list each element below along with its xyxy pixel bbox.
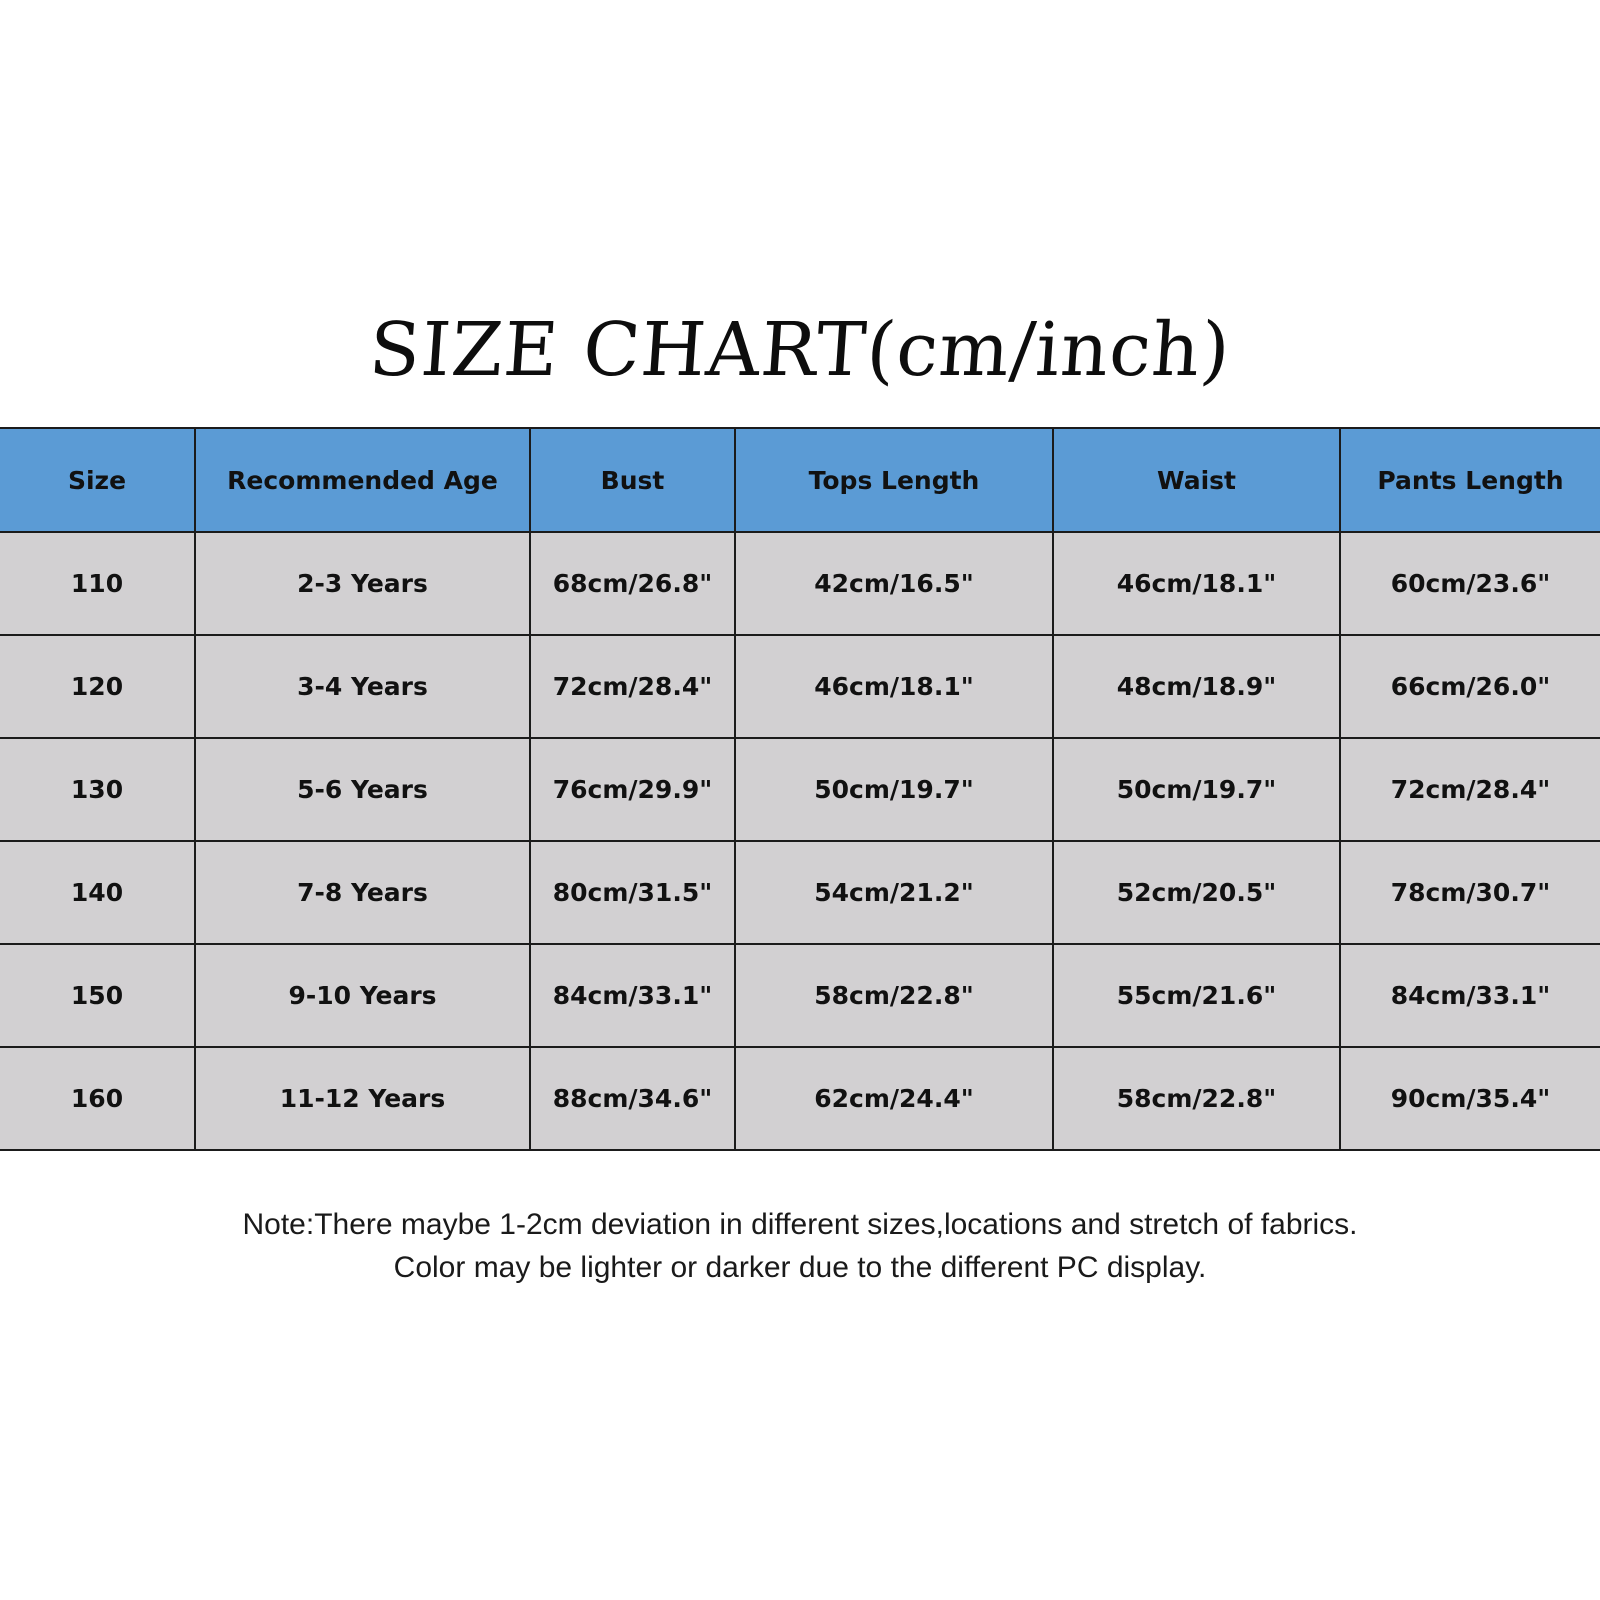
cell-waist: 46cm/18.1" [1053, 532, 1340, 635]
cell-size: 110 [0, 532, 195, 635]
cell-bust: 84cm/33.1" [530, 944, 735, 1047]
cell-tops-length: 58cm/22.8" [735, 944, 1053, 1047]
note-line-deviation: Note:There maybe 1-2cm deviation in different sizes,locations and stretch of fabrics. [242, 1208, 1358, 1241]
table-row [0, 738, 1600, 841]
cell-tops-length: 50cm/19.7" [735, 738, 1053, 841]
table-row [0, 532, 1600, 635]
cell-pants-length: 78cm/30.7" [1340, 841, 1600, 944]
cell-size: 160 [0, 1047, 195, 1150]
header-recommended-age: Recommended Age [195, 428, 530, 532]
header-bust: Bust [530, 428, 735, 532]
table-row [0, 635, 1600, 738]
cell-bust: 80cm/31.5" [530, 841, 735, 944]
header-pants-length: Pants Length [1340, 428, 1600, 532]
cell-waist: 58cm/22.8" [1053, 1047, 1340, 1150]
cell-waist: 52cm/20.5" [1053, 841, 1340, 944]
cell-size: 150 [0, 944, 195, 1047]
note-block [0, 1203, 1600, 1289]
header-tops-length: Tops Length [735, 428, 1053, 532]
header-size: Size [0, 428, 195, 532]
header-waist: Waist [1053, 428, 1340, 532]
cell-age: 7-8 Years [195, 841, 530, 944]
cell-age: 2-3 Years [195, 532, 530, 635]
size-chart-table [0, 427, 1600, 1151]
cell-pants-length: 90cm/35.4" [1340, 1047, 1600, 1150]
cell-size: 130 [0, 738, 195, 841]
table-row [0, 1047, 1600, 1150]
cell-tops-length: 46cm/18.1" [735, 635, 1053, 738]
cell-tops-length: 54cm/21.2" [735, 841, 1053, 944]
cell-pants-length: 72cm/28.4" [1340, 738, 1600, 841]
cell-size: 140 [0, 841, 195, 944]
cell-bust: 76cm/29.9" [530, 738, 735, 841]
cell-waist: 55cm/21.6" [1053, 944, 1340, 1047]
cell-age: 3-4 Years [195, 635, 530, 738]
table-row [0, 841, 1600, 944]
cell-bust: 88cm/34.6" [530, 1047, 735, 1150]
table-row [0, 944, 1600, 1047]
cell-size: 120 [0, 635, 195, 738]
cell-bust: 72cm/28.4" [530, 635, 735, 738]
cell-waist: 48cm/18.9" [1053, 635, 1340, 738]
cell-pants-length: 60cm/23.6" [1340, 532, 1600, 635]
cell-bust: 68cm/26.8" [530, 532, 735, 635]
cell-pants-length: 66cm/26.0" [1340, 635, 1600, 738]
cell-tops-length: 62cm/24.4" [735, 1047, 1053, 1150]
cell-pants-length: 84cm/33.1" [1340, 944, 1600, 1047]
cell-age: 5-6 Years [195, 738, 530, 841]
page-title: SIZE CHART(cm/inch) [366, 307, 1234, 393]
cell-age: 11-12 Years [195, 1047, 530, 1150]
table-header-row [0, 428, 1600, 532]
cell-tops-length: 42cm/16.5" [735, 532, 1053, 635]
cell-waist: 50cm/19.7" [1053, 738, 1340, 841]
note-line-color: Color may be lighter or darker due to the different PC display. [393, 1251, 1207, 1284]
cell-age: 9-10 Years [195, 944, 530, 1047]
